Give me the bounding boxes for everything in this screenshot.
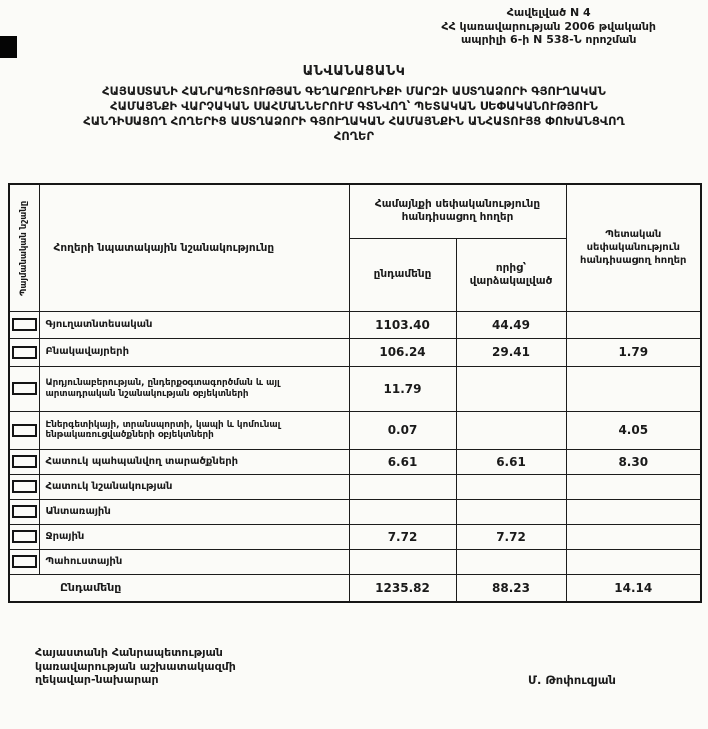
issuer-line: Հայաստանի Հանրապետության xyxy=(35,646,223,659)
land-category-label: Հատուկ պահպանվող տարածքների xyxy=(39,449,349,474)
legend-symbol-box xyxy=(12,318,37,331)
value-total: 6.61 xyxy=(349,449,456,474)
land-category-label: Էներգետիկայի, տրանսպորտի, կապի և կոմունալ ենթակառուցվածքների օբյեկտների xyxy=(39,411,349,449)
value-total xyxy=(349,549,456,574)
land-category-label: Հատուկ նշանակության xyxy=(39,474,349,499)
value-state xyxy=(566,524,701,549)
table-row xyxy=(9,411,701,449)
appendix-line: ապրիլի 6-ի N 538-Ն որոշման xyxy=(460,33,637,46)
table-row xyxy=(9,499,701,524)
legend-symbol-box xyxy=(12,382,37,395)
land-category-label: Բնակավայրերի xyxy=(39,338,349,366)
value-total: 106.24 xyxy=(349,338,456,366)
value-state xyxy=(566,549,701,574)
legend-cell xyxy=(9,524,39,549)
column-header-purpose: Հողերի նպատակային նշանակությունը xyxy=(39,184,349,311)
value-of-which xyxy=(456,411,566,449)
value-state xyxy=(566,311,701,338)
legend-cell xyxy=(9,411,39,449)
value-of-which xyxy=(456,366,566,411)
legend-symbol-box xyxy=(12,505,37,518)
value-of-which: 7.72 xyxy=(456,524,566,549)
total-value-of-which: 88.23 xyxy=(456,574,566,602)
column-header-total: ընդամենը xyxy=(349,238,456,311)
value-state: 8.30 xyxy=(566,449,701,474)
value-total xyxy=(349,499,456,524)
legend-cell xyxy=(9,499,39,524)
table-row xyxy=(9,366,701,411)
value-state: 4.05 xyxy=(566,411,701,449)
column-header-community-group: Համայնքի սեփականությունը հանդիսացող հողեր xyxy=(349,184,566,238)
legend-cell xyxy=(9,549,39,574)
total-value-state: 14.14 xyxy=(566,574,701,602)
legend-cell xyxy=(9,338,39,366)
table-row xyxy=(9,549,701,574)
land-category-label: Գյուղատնտեսական xyxy=(39,311,349,338)
issuer-line: ղեկավար-նախարար xyxy=(35,673,159,686)
value-of-which xyxy=(456,499,566,524)
table-row xyxy=(9,311,701,338)
document-title-line: ՀՈՂԵՐ xyxy=(333,129,375,143)
legend-cell xyxy=(9,449,39,474)
legend-symbol-box xyxy=(12,480,37,493)
value-of-which xyxy=(456,549,566,574)
legend-symbol-box xyxy=(12,530,37,543)
legend-cell xyxy=(9,311,39,338)
value-of-which: 6.61 xyxy=(456,449,566,474)
land-category-label: Անտառային xyxy=(39,499,349,524)
value-total: 11.79 xyxy=(349,366,456,411)
table-row xyxy=(9,338,701,366)
column-header-symbol-label: Պայմանական նշանը xyxy=(19,200,30,296)
appendix-line: Հավելված N 4 xyxy=(506,6,591,19)
document-title-line: ՀԱՆԴԻՍԱՑՈՂ ՀՈՂԵՐԻՑ ԱՍՏՂԱՁՈՐԻ ԳՅՈՒՂԱԿԱՆ ՀԱՄԱՅՆՔԻՆ ԱՆՀԱՏՈՒՅՑ ՓՈԽԱՆՑՎՈՂ xyxy=(83,114,625,128)
value-state xyxy=(566,366,701,411)
legend-cell xyxy=(9,474,39,499)
issuer-block xyxy=(35,646,236,687)
column-header-symbol xyxy=(9,184,39,311)
document-title-line: ՀԱՅԱՍՏԱՆԻ ՀԱՆՐԱՊԵՏՈՒԹՅԱՆ ԳԵՂԱՐՔՈՒՆԻՔԻ ՄԱՐԶԻ ԱՍՏՂԱՁՈՐԻ ԳՅՈՒՂԱԿԱՆ xyxy=(102,84,606,98)
land-category-label: Ջրային xyxy=(39,524,349,549)
legend-symbol-box xyxy=(12,424,37,437)
value-total: 7.72 xyxy=(349,524,456,549)
column-header-of-which: որից՝ վարձակալված xyxy=(456,238,566,311)
issuer-line: կառավարության աշխատակազմի xyxy=(35,659,236,673)
value-state xyxy=(566,499,701,524)
legend-symbol-box xyxy=(12,346,37,359)
legend-cell xyxy=(9,366,39,411)
signatory-name: Մ. Թոփուզյան xyxy=(528,673,616,687)
land-category-label: Պահուստային xyxy=(39,549,349,574)
value-state: 1.79 xyxy=(566,338,701,366)
scan-artifact xyxy=(0,36,17,58)
value-total: 0.07 xyxy=(349,411,456,449)
appendix-reference xyxy=(441,6,656,47)
value-total: 1103.40 xyxy=(349,311,456,338)
document-title-line: ՀԱՄԱՅՆՔԻ ՎԱՐՉԱԿԱՆ ՍԱՀՄԱՆՆԵՐՈՒՄ ԳՏՆՎՈՂ՝ ՊԵՏԱԿԱՆ ՍԵՓԱԿԱՆՈՒԹՅՈՒՆ xyxy=(110,99,598,113)
table-row xyxy=(9,449,701,474)
table-row xyxy=(9,474,701,499)
table-header-row xyxy=(9,184,701,238)
land-transfer-table xyxy=(8,183,702,603)
value-of-which: 29.41 xyxy=(456,338,566,366)
table-row xyxy=(9,524,701,549)
total-value-total: 1235.82 xyxy=(349,574,456,602)
value-of-which: 44.49 xyxy=(456,311,566,338)
document-heading: ԱՆՎԱՆԱՑԱՆԿ xyxy=(302,64,406,79)
value-total xyxy=(349,474,456,499)
total-row-label: Ընդամենը xyxy=(9,574,349,602)
document-title-block xyxy=(0,64,708,144)
land-category-label: Արդյունաբերության, ընդերքօգտագործման և այլ արտադրական նշանակության օբյեկտների xyxy=(39,366,349,411)
value-state xyxy=(566,474,701,499)
column-header-state: Պետական սեփականություն հանդիսացող հողեր xyxy=(566,184,701,311)
table-total-row xyxy=(9,574,701,602)
legend-symbol-box xyxy=(12,455,37,468)
legend-symbol-box xyxy=(12,555,37,568)
appendix-line: ՀՀ կառավարության 2006 թվականի xyxy=(441,19,656,33)
value-of-which xyxy=(456,474,566,499)
